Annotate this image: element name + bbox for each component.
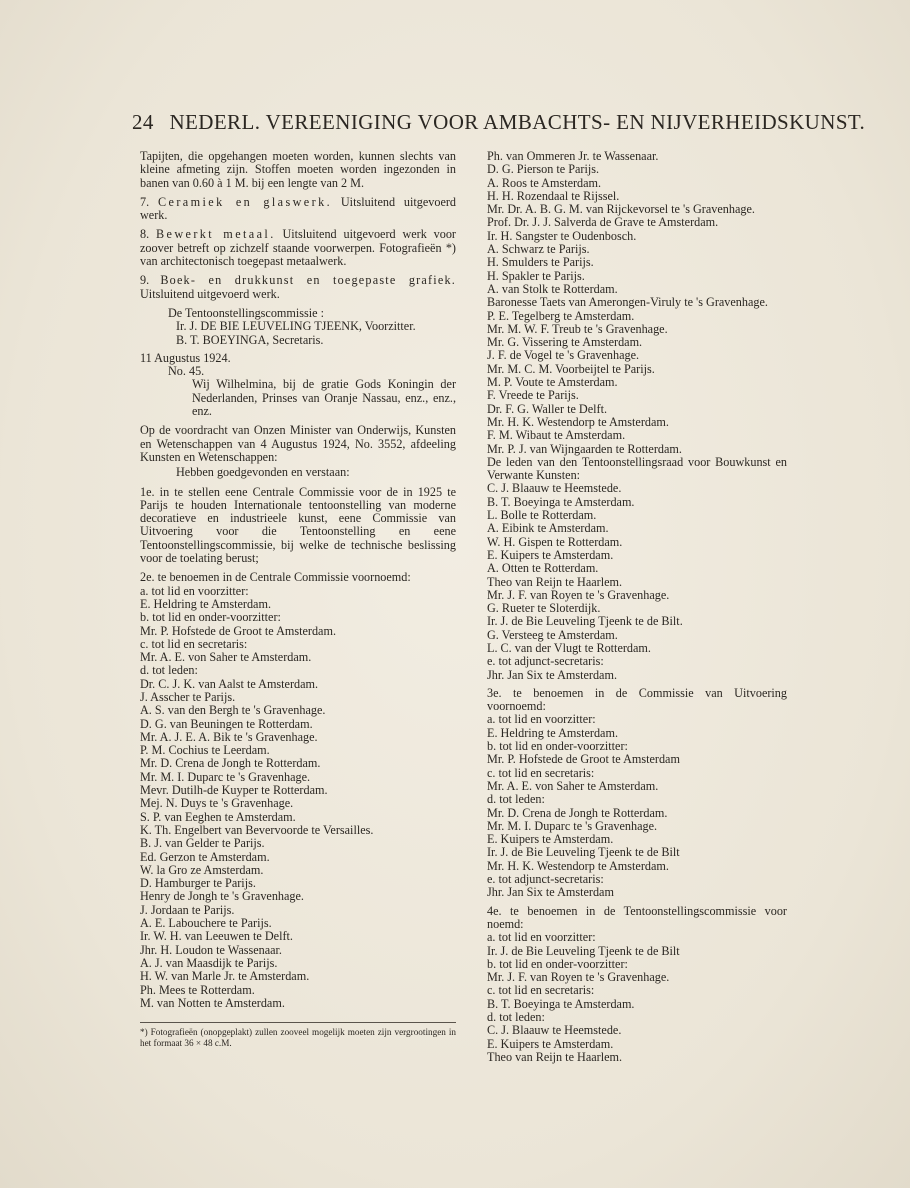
text-line: 3e. te benoemen in de Commissie van Uitvoering voornoemd:: [487, 685, 787, 714]
paragraph-tapestries: Tapijten, die opgehangen moeten worden, kunnen slechts van kleine afmeting zijn. Stoffen moeten worden ingezonden in banen van 0.60 à 1 M. bij een lengte van 2 M.: [140, 149, 456, 190]
section-text: Uitsluitend uitgevoerd werk.: [140, 194, 457, 223]
text-line: Henry de Jongh te 's Gravenhage.: [140, 889, 304, 904]
section-heading: Boek- en drukkunst en toegepaste grafiek.: [160, 273, 456, 288]
text-line: Ir. W. H. van Leeuwen te Delft.: [140, 929, 293, 944]
page-number: 24: [132, 110, 154, 134]
text-line: c. tot lid en secretaris:: [487, 983, 595, 998]
text-line: H. Spakler te Parijs.: [487, 268, 585, 283]
text-line: A. Otten te Rotterdam.: [487, 561, 599, 576]
text-line: d. tot leden:: [487, 1010, 545, 1024]
text-line: Ir. J. de Bie Leuveling Tjeenk te de Bilt: [487, 845, 680, 860]
commission-title: De Tentoonstellingscommissie :: [168, 305, 324, 320]
text-line: W. H. Gispen te Rotterdam.: [487, 534, 623, 549]
page-header: [132, 110, 866, 135]
text-line: D. Hamburger te Parijs.: [140, 876, 256, 891]
text-line: a. tot lid en voorzitter:: [140, 583, 249, 598]
text-line: L. Bolle te Rotterdam.: [487, 508, 597, 523]
text-line: Dr. C. J. K. van Aalst te Amsterdam.: [140, 676, 319, 691]
text-line: Mr. H. K. Westendorp te Amsterdam.: [487, 858, 669, 873]
text-line: D. G. van Beuningen te Rotterdam.: [140, 716, 313, 731]
text-line: a. tot lid en voorzitter:: [487, 930, 596, 945]
footnote-divider: [140, 1022, 456, 1023]
section-number: 9.: [140, 273, 150, 288]
text-line: J. Asscher te Parijs.: [140, 689, 236, 704]
text-line: D. G. Pierson te Parijs.: [487, 162, 600, 177]
text-line: Mevr. Dutilh-de Kuyper te Rotterdam.: [140, 783, 328, 798]
text-line: Mr. P. Hofstede de Groot te Amsterdam.: [140, 623, 336, 638]
section-graphics: [140, 274, 456, 301]
text-line: C. J. Blaauw te Heemstede.: [487, 481, 622, 496]
right-column: [487, 150, 787, 1064]
text-line: b. tot lid en onder-voorzitter:: [487, 956, 628, 971]
text-line: Ir. J. de Bie Leuveling Tjeenk te de Bilt: [487, 943, 680, 958]
text-line: Ir. J. de Bie Leuveling Tjeenk te de Bilt.: [487, 614, 683, 629]
text-line: Mr. J. F. van Royen te 's Gravenhage.: [487, 587, 670, 602]
text-line: Mr. A. J. E. A. Bik te 's Gravenhage.: [140, 729, 318, 744]
text-line: Baronesse Taets van Amerongen-Viruly te 's Gravenhage.: [487, 295, 768, 310]
commission-chair: Ir. J. DE BIE LEUVELING TJEENK, Voorzitter.: [176, 319, 416, 334]
text-line: S. P. van Eeghen te Amsterdam.: [140, 809, 296, 824]
text-line: B. T. Boeyinga te Amsterdam.: [487, 996, 635, 1011]
text-line: H. H. Rozendaal te Rijssel.: [487, 188, 620, 203]
text-line: J. F. de Vogel te 's Gravenhage.: [487, 348, 640, 363]
text-line: Mej. N. Duys te 's Gravenhage.: [140, 796, 294, 811]
text-line: E. Kuipers te Amsterdam.: [487, 1036, 614, 1051]
text-line: M. van Notten te Amsterdam.: [140, 995, 285, 1010]
text-line: G. Versteeg te Amsterdam.: [487, 627, 618, 642]
text-line: Jhr. Jan Six te Amsterdam: [487, 885, 614, 900]
text-line: Ir. H. Sangster te Oudenbosch.: [487, 228, 637, 243]
text-line: Theo van Reijn te Haarlem.: [487, 1049, 623, 1064]
text-line: e. tot adjunct-secretaris:: [487, 654, 604, 669]
text-line: 4e. te benoemen in de Tentoonstellingscommissie voor noemd:: [487, 903, 787, 931]
text-line: W. la Gro ze Amsterdam.: [140, 862, 264, 877]
text-line: G. Rueter te Sloterdijk.: [487, 601, 601, 616]
decree-intro: Wij Wilhelmina, bij de gratie Gods Koningin der Nederlanden, Prinses van Oranje Nassau, enz., enz., enz.: [192, 377, 456, 419]
text-line: Theo van Reijn te Haarlem.: [487, 574, 623, 589]
text-line: F. Vreede te Parijs.: [487, 388, 579, 403]
text-line: d. tot leden:: [487, 792, 545, 807]
text-line: Mr. D. Crena de Jongh te Rotterdam.: [140, 756, 321, 771]
text-line: Mr. A. E. von Saher te Amsterdam.: [487, 778, 659, 793]
text-line: Mr. M. I. Duparc te 's Gravenhage.: [140, 769, 311, 784]
text-line: Mr. P. J. van Wijngaarden te Rotterdam.: [487, 441, 682, 456]
decree-resolved: Hebben goedgevonden en verstaan:: [176, 465, 350, 480]
text-line: J. Jordaan te Parijs.: [140, 902, 235, 917]
text-line: A. Roos te Amsterdam.: [487, 175, 602, 190]
text-line: Mr. M. I. Duparc te 's Gravenhage.: [487, 818, 658, 833]
text-line: Ed. Gerzon te Amsterdam.: [140, 849, 270, 864]
left-column: [140, 150, 456, 1010]
text-line: Mr. G. Vissering te Amsterdam.: [487, 335, 643, 350]
text-line: Prof. Dr. J. J. Salverda de Grave te Amsterdam.: [487, 215, 719, 230]
text-line: b. tot lid en onder-voorzitter:: [487, 739, 628, 754]
text-line: a. tot lid en voorzitter:: [487, 712, 596, 727]
text-line: A. J. van Maasdijk te Parijs.: [140, 955, 278, 970]
text-line: E. Heldring te Amsterdam.: [487, 725, 618, 740]
section-text: Uitsluitend uitgevoerd werk voor zoover betreft op zichzelf staande voorwerpen. Fotografieën *) van architectonisch toegepast metaalwerk.: [140, 227, 456, 269]
text-line: Mr. D. Crena de Jongh te Rotterdam.: [487, 805, 668, 820]
decree-proposal: Op de voordracht van Onzen Minister van Onderwijs, Kunsten en Wetenschappen van 4 Augustus 1924, No. 3552, afdeeling Kunsten en Wetenschappen:: [140, 423, 456, 464]
text-line: A. Schwarz te Parijs.: [487, 242, 590, 257]
text-line: 2e. te benoemen in de Centrale Commissie voornoemd:: [140, 570, 411, 585]
text-line: Jhr. Jan Six te Amsterdam.: [487, 667, 617, 682]
text-line: Mr. M. W. F. Treub te 's Gravenhage.: [487, 321, 668, 336]
text-line: C. J. Blaauw te Heemstede.: [487, 1023, 622, 1038]
decree-date: 11 Augustus 1924.: [140, 350, 231, 365]
text-line: Ph. Mees te Rotterdam.: [140, 982, 255, 997]
article-4: [487, 905, 787, 1065]
text-line: Mr. Dr. A. B. G. M. van Rijckevorsel te 's Gravenhage.: [487, 202, 755, 217]
text-line: H. Smulders te Parijs.: [487, 255, 594, 270]
text-line: B. J. van Gelder te Parijs.: [140, 836, 265, 851]
page-title: NEDERL. VEREENIGING VOOR AMBACHTS- EN NIJVERHEIDSKUNST.: [169, 110, 866, 134]
section-heading: Bewerkt metaal.: [155, 227, 276, 242]
text-line: M. P. Voute te Amsterdam.: [487, 375, 618, 390]
text-line: Ph. van Ommeren Jr. te Wassenaar.: [487, 149, 659, 163]
text-line: d. tot leden:: [140, 663, 198, 678]
text-line: Mr. J. F. van Royen te 's Gravenhage.: [487, 970, 670, 985]
section-number: 7.: [140, 194, 150, 209]
text-line: Mr. A. E. von Saher te Amsterdam.: [140, 650, 312, 665]
text-line: F. M. Wibaut te Amsterdam.: [487, 428, 626, 443]
text-line: A. Eibink te Amsterdam.: [487, 521, 609, 536]
section-ceramics: [140, 196, 456, 223]
text-line: A. S. van den Bergh te 's Gravenhage.: [140, 703, 326, 718]
text-line: B. T. Boeyinga te Amsterdam.: [487, 494, 635, 509]
text-line: A. E. Labouchere te Parijs.: [140, 916, 272, 931]
article-3: [487, 687, 787, 900]
text-line: E. Kuipers te Amsterdam.: [487, 832, 614, 847]
article-1: 1e. in te stellen eene Centrale Commissie voor de in 1925 te Parijs te houden Internationale tentoonstelling van moderne decoratieve en industrieele kunst, eene Commissie van Uitvoering voor die Tentoonstelling en eene Tentoonstellingscommissie, bij welke de technische beslissing voor de toelating berust;: [140, 484, 456, 566]
commission-secretary: B. T. BOEYINGA, Secretaris.: [176, 332, 324, 347]
text-line: Mr. H. K. Westendorp te Amsterdam.: [487, 414, 669, 429]
text-line: e. tot adjunct-secretaris:: [487, 872, 604, 887]
section-metal: [140, 228, 456, 268]
text-line: P. E. Tegelberg te Amsterdam.: [487, 308, 635, 323]
text-line: A. van Stolk te Rotterdam.: [487, 281, 618, 296]
decree-number: No. 45.: [168, 364, 205, 379]
text-line: P. M. Cochius te Leerdam.: [140, 743, 270, 758]
text-line: Mr. P. Hofstede de Groot te Amsterdam: [487, 752, 680, 767]
text-line: Dr. F. G. Waller te Delft.: [487, 401, 608, 416]
text-line: E. Kuipers te Amsterdam.: [487, 547, 614, 562]
section-text: Uitsluitend uitgevoerd werk.: [140, 286, 280, 301]
text-line: c. tot lid en secretaris:: [487, 765, 595, 780]
text-line: L. C. van der Vlugt te Rotterdam.: [487, 640, 651, 655]
text-line: De leden van den Tentoonstellingsraad voor Bouwkunst en Verwante Kunsten:: [487, 454, 787, 483]
text-line: b. tot lid en onder-voorzitter:: [140, 610, 281, 625]
section-number: 8.: [140, 227, 150, 242]
text-line: K. Th. Engelbert van Bevervoorde te Versailles.: [140, 822, 374, 837]
text-line: H. W. van Marle Jr. te Amsterdam.: [140, 969, 310, 984]
text-line: Mr. M. C. M. Voorbeijtel te Parijs.: [487, 361, 655, 376]
text-line: c. tot lid en secretaris:: [140, 636, 248, 651]
text-line: E. Heldring te Amsterdam.: [140, 596, 271, 611]
text-line: Jhr. H. Loudon te Wassenaar.: [140, 942, 282, 957]
central-commission-members: [487, 150, 787, 682]
footnote: *) Fotografieën (onopgeplakt) zullen zooveel mogelijk moeten zijn vergrootingen in het formaat 36 × 48 c.M.: [140, 1027, 456, 1048]
section-heading: Ceramiek en glaswerk.: [158, 194, 333, 209]
article-2: [140, 571, 456, 1010]
